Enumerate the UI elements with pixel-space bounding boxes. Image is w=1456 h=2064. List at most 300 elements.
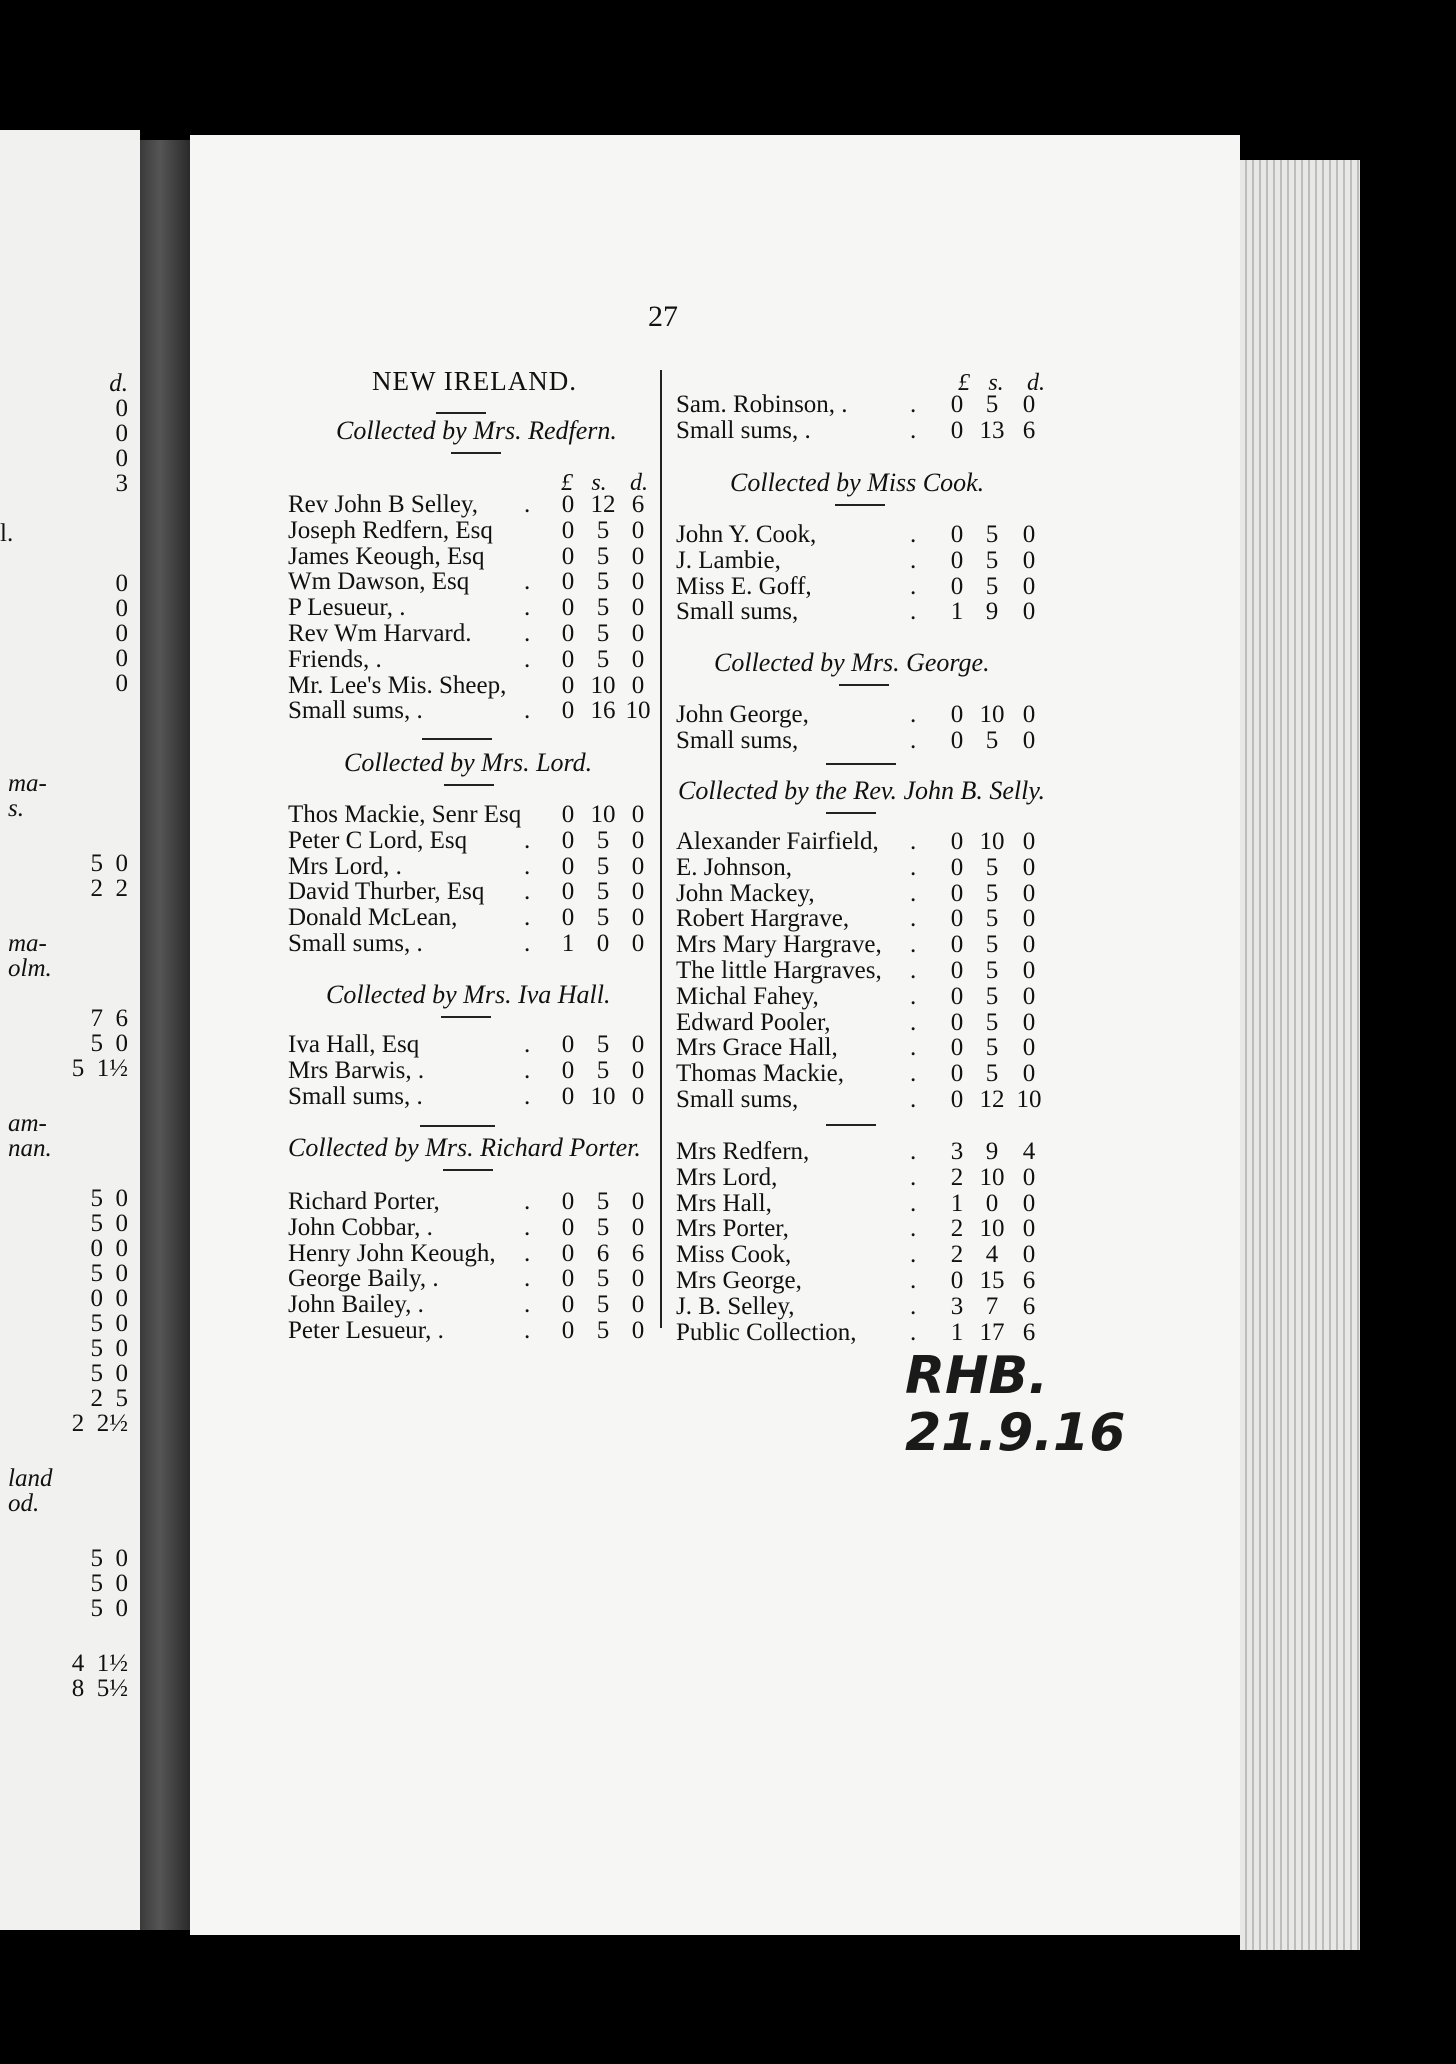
shillings-value: 5 — [985, 726, 999, 754]
facing-page-fragment: 5 0 — [90, 1210, 128, 1237]
pounds-value: 1 — [950, 1189, 964, 1217]
leader-dot: . — [524, 1213, 531, 1241]
ledger-row — [676, 984, 1046, 1010]
ledger-row — [676, 1216, 1046, 1242]
pence-value: 6 — [631, 1239, 645, 1267]
pence-value: 0 — [1022, 879, 1036, 907]
contributor-name: Mrs Porter, — [676, 1215, 789, 1243]
facing-page-fragment: 5 0 — [90, 1260, 128, 1287]
pounds-value: 0 — [561, 1031, 575, 1058]
pence-value: 0 — [1022, 572, 1036, 600]
pounds-value: 0 — [950, 701, 964, 728]
shillings-value: 5 — [596, 620, 610, 647]
contributor-name: Richard Porter, — [288, 1188, 440, 1215]
pence-value: 0 — [631, 594, 645, 622]
shillings-value: 5 — [596, 878, 610, 906]
currency-header-pence: d. — [630, 470, 648, 496]
ledger-row — [676, 1139, 1046, 1165]
shillings-value: 10 — [979, 1215, 1005, 1243]
facing-page-fragment: 5 1½ — [71, 1055, 128, 1082]
pounds-value: 0 — [561, 852, 575, 880]
pence-value: 0 — [1022, 828, 1036, 855]
facing-page-fragment: 5 0 — [90, 1310, 128, 1337]
pence-value: 4 — [1022, 1138, 1036, 1165]
facing-page-fragment: olm. — [8, 955, 52, 982]
contributor-name: The little Hargraves, — [676, 957, 882, 984]
contributor-name: Michal Fahey, — [676, 982, 819, 1010]
pounds-value: 0 — [561, 568, 575, 596]
contributor-name: Small sums, . — [676, 416, 811, 444]
shillings-value: 5 — [596, 1317, 610, 1344]
shillings-value: 5 — [596, 594, 610, 622]
pence-value: 0 — [631, 904, 645, 932]
contributor-name: J. Lambie, — [676, 546, 781, 574]
contributor-name: Mrs Mary Hargrave, — [676, 931, 882, 959]
shillings-value: 4 — [985, 1241, 999, 1269]
ledger-row — [676, 855, 1046, 881]
ledger-row — [288, 1189, 658, 1215]
pounds-value: 0 — [561, 1317, 575, 1344]
pounds-value: 0 — [561, 1213, 575, 1241]
pounds-value: 0 — [950, 546, 964, 574]
pounds-value: 0 — [561, 1056, 575, 1084]
pence-value: 0 — [631, 1317, 645, 1344]
pounds-value: 0 — [950, 1008, 964, 1036]
shillings-value: 5 — [596, 568, 610, 596]
contributor-name: John George, — [676, 701, 809, 728]
pence-value: 0 — [631, 1082, 645, 1110]
contributor-name: Peter C Lord, Esq — [288, 826, 468, 854]
ledger-row — [676, 522, 1046, 548]
contributor-name: Robert Hargrave, — [676, 905, 850, 933]
ledger-row — [676, 1010, 1046, 1036]
pence-value: 0 — [631, 852, 645, 880]
shillings-value: 0 — [596, 930, 610, 957]
facing-page-fragment: 5 0 — [90, 1570, 128, 1597]
shillings-value: 5 — [596, 542, 610, 570]
pence-value: 0 — [631, 645, 645, 673]
pounds-value: 0 — [561, 904, 575, 932]
ledger-row — [676, 958, 1046, 984]
facing-page-fragment: 5 0 — [90, 1185, 128, 1212]
leader-dot: . — [524, 568, 531, 596]
currency-header-shillings: s. — [988, 370, 1004, 396]
shillings-value: 10 — [979, 828, 1005, 855]
pounds-value: 0 — [561, 542, 575, 570]
ledger-row — [288, 1058, 658, 1084]
shillings-value: 5 — [985, 546, 999, 574]
leader-dot: . — [910, 1138, 917, 1165]
pounds-value: 0 — [950, 957, 964, 984]
pounds-value: 1 — [950, 1318, 964, 1346]
contributor-name: Small sums, — [676, 726, 799, 754]
pence-value: 0 — [1022, 853, 1036, 881]
ledger-row — [288, 569, 658, 595]
separator-rule — [444, 784, 494, 786]
pounds-value: 2 — [950, 1163, 964, 1191]
shillings-value: 5 — [596, 1291, 610, 1319]
contributor-name: J. B. Selley, — [676, 1292, 795, 1320]
ledger-row — [288, 1241, 658, 1267]
leader-dot: . — [910, 1060, 917, 1088]
facing-page-fragment: 0 — [115, 645, 128, 672]
handwritten-date: 21.9.16 — [905, 1403, 1126, 1463]
shillings-value: 5 — [985, 982, 999, 1010]
column-divider — [660, 370, 662, 1328]
collector-heading: Collected by Mrs. Lord. — [344, 748, 593, 777]
shillings-value: 5 — [596, 852, 610, 880]
shillings-value: 5 — [596, 1056, 610, 1084]
leader-dot: . — [524, 1291, 531, 1319]
leader-dot: . — [524, 904, 531, 932]
pence-value: 6 — [1022, 1318, 1036, 1346]
leader-dot: . — [910, 879, 917, 907]
shillings-value: 16 — [590, 697, 616, 725]
collector-heading: Collected by Miss Cook. — [730, 468, 985, 497]
separator-rule — [451, 452, 501, 454]
leader-dot: . — [910, 1215, 917, 1243]
ledger-row — [676, 599, 1046, 625]
contributor-name: Mrs Lord, . — [288, 852, 402, 880]
shillings-value: 7 — [985, 1292, 999, 1320]
pounds-value: 0 — [561, 826, 575, 854]
shillings-value: 10 — [979, 701, 1005, 728]
contributor-name: Friends, . — [288, 645, 382, 673]
leader-dot: . — [910, 1008, 917, 1036]
contributor-name: Rev John B Selley, — [288, 491, 479, 518]
shillings-value: 5 — [985, 1060, 999, 1088]
contributor-name: Alexander Fairfield, — [676, 828, 879, 855]
contributor-name: Small sums, — [676, 598, 799, 626]
shillings-value: 5 — [596, 1031, 610, 1058]
contributor-name: Mrs Grace Hall, — [676, 1034, 838, 1062]
leader-dot: . — [910, 726, 917, 754]
pounds-value: 0 — [950, 726, 964, 754]
shillings-value: 5 — [985, 572, 999, 600]
facing-page-fragment: 2 2 — [90, 875, 128, 902]
contributor-name: David Thurber, Esq — [288, 878, 485, 906]
ledger-row — [676, 418, 1046, 444]
ledger-row — [288, 698, 658, 724]
ledger-row — [288, 1318, 658, 1344]
shillings-value: 10 — [590, 1082, 616, 1110]
ledger-row — [288, 1032, 658, 1058]
ledger-row — [676, 1035, 1046, 1061]
pounds-value: 0 — [561, 697, 575, 725]
contributor-name: Thos Mackie, Senr Esq — [288, 801, 522, 828]
shillings-value: 5 — [985, 1034, 999, 1062]
leader-dot: . — [524, 852, 531, 880]
ledger-row — [676, 1087, 1046, 1113]
shillings-value: 5 — [596, 904, 610, 932]
leader-dot: . — [910, 1163, 917, 1191]
pounds-value: 0 — [950, 828, 964, 855]
pence-value: 0 — [1022, 598, 1036, 626]
contributor-name: Thomas Mackie, — [676, 1060, 845, 1088]
ledger-row — [288, 854, 658, 880]
pounds-value: 0 — [561, 671, 575, 699]
leader-dot: . — [910, 572, 917, 600]
contributor-name: Donald McLean, — [288, 904, 458, 932]
pence-value: 0 — [631, 1213, 645, 1241]
ledger-row — [288, 828, 658, 854]
pence-value: 0 — [631, 568, 645, 596]
leader-dot: . — [524, 826, 531, 854]
facing-page — [0, 130, 140, 1930]
facing-page-fragment: land — [8, 1465, 53, 1492]
separator-rule — [441, 1016, 491, 1018]
ledger-row — [288, 931, 658, 957]
separator-rule — [826, 763, 896, 765]
pence-value: 0 — [1022, 1215, 1036, 1243]
contributor-name: George Baily, . — [288, 1265, 439, 1293]
leader-dot: . — [910, 1318, 917, 1346]
pence-value: 0 — [1022, 1163, 1036, 1191]
facing-page-fragment: 2 5 — [90, 1385, 128, 1412]
ledger-row — [676, 1242, 1046, 1268]
pence-value: 0 — [631, 1291, 645, 1319]
facing-page-fragment: 0 — [115, 420, 128, 447]
shillings-value: 5 — [985, 931, 999, 959]
leader-dot: . — [524, 930, 531, 957]
leader-dot: . — [910, 1034, 917, 1062]
separator-rule — [443, 1169, 493, 1171]
pence-value: 0 — [631, 620, 645, 647]
facing-page-fragment: od. — [8, 1490, 40, 1517]
pounds-value: 0 — [561, 1291, 575, 1319]
currency-header-shillings: s. — [591, 470, 607, 496]
contributor-name: John Cobbar, . — [288, 1213, 433, 1241]
ledger-row — [288, 1215, 658, 1241]
facing-page-fragment: ma- — [8, 770, 47, 797]
pence-value: 0 — [631, 930, 645, 957]
pounds-value: 1 — [561, 930, 575, 957]
leader-dot: . — [910, 957, 917, 984]
facing-page-fragment: 0 — [115, 595, 128, 622]
pence-value: 0 — [1022, 1060, 1036, 1088]
shillings-value: 6 — [596, 1239, 610, 1267]
leader-dot: . — [910, 416, 917, 444]
contributor-name: E. Johnson, — [676, 853, 792, 881]
facing-page-fragment: 5 0 — [90, 1360, 128, 1387]
pence-value: 6 — [1022, 1267, 1036, 1294]
page-number: 27 — [648, 300, 678, 333]
separator-rule — [835, 504, 885, 506]
pounds-value: 0 — [950, 982, 964, 1010]
shillings-value: 17 — [979, 1318, 1005, 1346]
contributor-name: John Y. Cook, — [676, 521, 817, 548]
pence-value: 6 — [1022, 416, 1036, 444]
pence-value: 0 — [631, 1056, 645, 1084]
shillings-value: 5 — [985, 853, 999, 881]
pounds-value: 0 — [950, 521, 964, 548]
leader-dot: . — [910, 853, 917, 881]
leader-dot: . — [524, 491, 531, 518]
contributor-name: Miss Cook, — [676, 1241, 792, 1269]
pounds-value: 0 — [950, 853, 964, 881]
leader-dot: . — [910, 982, 917, 1010]
ledger-row — [676, 1165, 1046, 1191]
leader-dot: . — [910, 1189, 917, 1217]
pence-value: 6 — [631, 491, 645, 518]
collector-heading: Collected by Mrs. George. — [714, 648, 990, 677]
ledger-row — [676, 1320, 1046, 1346]
shillings-value: 5 — [596, 1265, 610, 1293]
contributor-name: Rev Wm Harvard. — [288, 620, 472, 647]
shillings-value: 5 — [985, 391, 999, 418]
currency-header-pence: d. — [1027, 370, 1045, 396]
shillings-value: 5 — [596, 826, 610, 854]
pounds-value: 0 — [950, 905, 964, 933]
separator-rule — [826, 1124, 876, 1126]
shillings-value: 10 — [590, 801, 616, 828]
shillings-value: 0 — [985, 1189, 999, 1217]
currency-header-pounds: £ — [561, 470, 573, 496]
contributor-name: Iva Hall, Esq — [288, 1031, 420, 1058]
leader-dot: . — [910, 391, 917, 418]
pence-value: 0 — [1022, 957, 1036, 984]
collector-heading: Collected by Mrs. Redfern. — [336, 416, 617, 445]
pence-value: 0 — [1022, 726, 1036, 754]
pounds-value: 0 — [561, 1082, 575, 1110]
contributor-name: Small sums, — [676, 1086, 799, 1113]
contributor-name: Edward Pooler, — [676, 1008, 831, 1036]
heading-rule — [436, 412, 486, 414]
contributor-name: Mrs Redfern, — [676, 1138, 810, 1165]
leader-dot: . — [524, 1317, 531, 1344]
pence-value: 0 — [631, 878, 645, 906]
shillings-value: 5 — [985, 957, 999, 984]
pence-value: 0 — [631, 1265, 645, 1293]
leader-dot: . — [910, 701, 917, 728]
leader-dot: . — [524, 1056, 531, 1084]
facing-page-fragment: 7 6 — [90, 1005, 128, 1032]
currency-header-pounds: £ — [958, 370, 970, 396]
pence-value: 0 — [1022, 391, 1036, 418]
ledger-row — [288, 802, 658, 828]
facing-page-fragment: 0 0 — [90, 1235, 128, 1262]
leader-dot: . — [910, 828, 917, 855]
shillings-value: 5 — [985, 879, 999, 907]
leader-dot: . — [524, 1188, 531, 1215]
ledger-row — [676, 1268, 1046, 1294]
shillings-value: 5 — [596, 1213, 610, 1241]
contributor-name: Mrs Lord, — [676, 1163, 778, 1191]
pence-value: 10 — [1016, 1086, 1042, 1113]
shillings-value: 15 — [979, 1267, 1005, 1294]
ledger-row — [676, 548, 1046, 574]
separator-rule — [420, 1125, 495, 1127]
ledger-row — [676, 829, 1046, 855]
pounds-value: 0 — [561, 1265, 575, 1293]
collector-heading: Collected by the Rev. John B. Selly. — [678, 776, 1045, 805]
pounds-value: 0 — [950, 931, 964, 959]
pence-value: 10 — [625, 697, 651, 725]
contributor-name: Miss E. Goff, — [676, 572, 812, 600]
shillings-value: 5 — [985, 1008, 999, 1036]
leader-dot: . — [524, 645, 531, 673]
pounds-value: 0 — [561, 878, 575, 906]
facing-page-fragment: 0 — [115, 395, 128, 422]
leader-dot: . — [910, 546, 917, 574]
shillings-value: 9 — [985, 1138, 999, 1165]
leader-dot: . — [910, 1241, 917, 1269]
shillings-value: 5 — [596, 1188, 610, 1215]
facing-page-fragment: 0 — [115, 670, 128, 697]
pounds-value: 0 — [950, 391, 964, 418]
ledger-row — [676, 932, 1046, 958]
pence-value: 0 — [631, 1188, 645, 1215]
ledger-row — [288, 518, 658, 544]
pence-value: 0 — [1022, 931, 1036, 959]
ledger-row — [288, 1292, 658, 1318]
pounds-value: 0 — [950, 1086, 964, 1113]
leader-dot: . — [910, 1086, 917, 1113]
pounds-value: 1 — [950, 598, 964, 626]
contributor-name: John Mackey, — [676, 879, 815, 907]
contributor-name: Joseph Redfern, Esq — [288, 516, 493, 544]
shillings-value: 12 — [590, 491, 616, 518]
contributor-name: Henry John Keough, — [288, 1239, 496, 1267]
pounds-value: 0 — [561, 594, 575, 622]
facing-page-fragment: ma- — [8, 930, 47, 957]
ledger-row — [676, 906, 1046, 932]
leader-dot: . — [524, 878, 531, 906]
separator-rule — [422, 738, 492, 740]
ledger-row — [676, 1061, 1046, 1087]
pounds-value: 0 — [561, 1239, 575, 1267]
contributor-name: Small sums, . — [288, 930, 423, 957]
shillings-value: 9 — [985, 598, 999, 626]
pence-value: 0 — [631, 826, 645, 854]
pounds-value: 0 — [950, 1060, 964, 1088]
shillings-value: 5 — [985, 905, 999, 933]
leader-dot: . — [524, 620, 531, 647]
leader-dot: . — [910, 1267, 917, 1294]
pence-value: 0 — [1022, 1189, 1036, 1217]
ledger-row — [676, 702, 1046, 728]
pounds-value: 0 — [561, 1188, 575, 1215]
ledger-row — [676, 1191, 1046, 1217]
contributor-name: Mr. Lee's Mis. Sheep, — [288, 671, 507, 699]
leader-dot: . — [524, 1265, 531, 1293]
contributor-name: Mrs Hall, — [676, 1189, 772, 1217]
ledger-row — [288, 673, 658, 699]
pounds-value: 0 — [561, 491, 575, 518]
leader-dot: . — [910, 905, 917, 933]
leader-dot: . — [910, 521, 917, 548]
shillings-value: 5 — [596, 645, 610, 673]
facing-page-fragment: 5 0 — [90, 1545, 128, 1572]
ledger-row — [288, 492, 658, 518]
pence-value: 0 — [631, 671, 645, 699]
leader-dot: . — [910, 931, 917, 959]
facing-page-fragment: 5 0 — [90, 850, 128, 877]
pence-value: 0 — [1022, 521, 1036, 548]
contributor-name: Public Collection, — [676, 1318, 857, 1346]
ledger-row — [676, 881, 1046, 907]
facing-page-fragment: 3 — [115, 470, 128, 497]
shillings-value: 10 — [590, 671, 616, 699]
pence-value: 0 — [1022, 546, 1036, 574]
contributor-name: John Bailey, . — [288, 1291, 424, 1319]
handwritten-initials: RHB. — [905, 1346, 1048, 1406]
pence-value: 0 — [1022, 1008, 1036, 1036]
pounds-value: 0 — [561, 620, 575, 647]
pence-value: 0 — [631, 801, 645, 828]
shillings-value: 5 — [985, 521, 999, 548]
shillings-value: 5 — [596, 516, 610, 544]
